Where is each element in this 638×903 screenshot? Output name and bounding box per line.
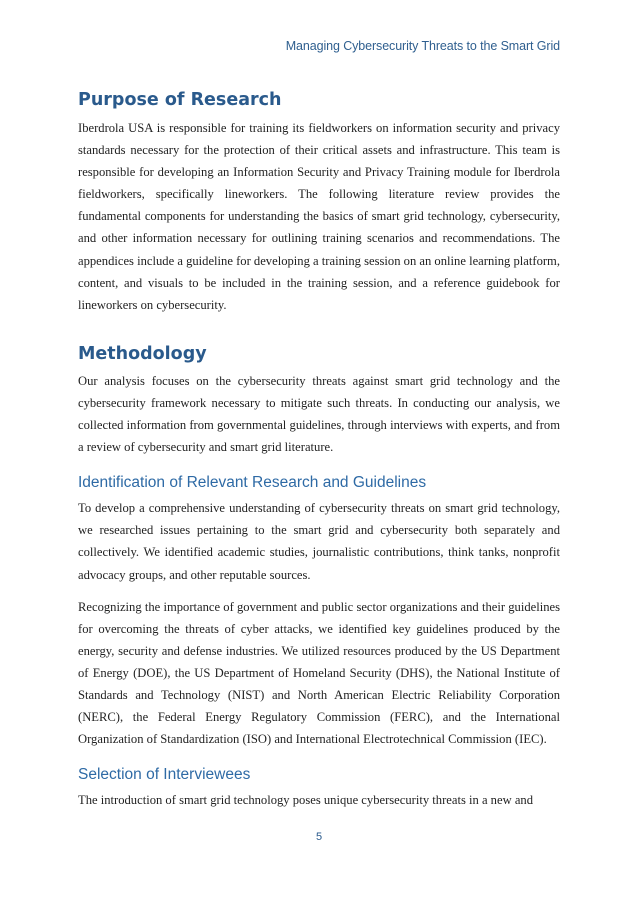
subsection-title-identification: Identification of Relevant Research and Guidelines — [78, 474, 427, 492]
subsection-title-interviewees: Selection of Interviewees — [78, 766, 251, 784]
paragraph-methodology: Our analysis focuses on the cybersecurity threats against smart grid technology and the cybersecurity framework necessary to mitigate such threats. In conducting our analysis, we collected information from governmental guidelines, through interviews with experts, and from a review of cybersecurity and smart grid literature. — [78, 373, 560, 455]
paragraph-identification-1: To develop a comprehensive understanding of cybersecurity threats on smart grid technology, we researched issues pertaining to the smart grid and cybersecurity both separately and collectively. We identified academic studies, journalistic contributions, think tanks, nonprofit advocacy groups, and other reputable sources. — [78, 501, 560, 582]
page-number: 5 — [315, 831, 323, 843]
paragraph-interviewees: The introduction of smart grid technology poses unique cybersecurity threats in a new and — [78, 793, 533, 808]
section-title-purpose: Purpose of Research — [78, 90, 282, 110]
running-header: Managing Cybersecurity Threats to the Smart Grid — [285, 39, 560, 53]
paragraph-purpose: Iberdrola USA is responsible for training its fieldworkers on information security and privacy standards necessary for the protection of their critical assets and infrastructure. This team is responsible for developing an Information Security and Privacy Training module for Iberdrola fieldworkers, specifically lineworkers. The following literature review provides the fundamental components for understanding the basics of smart grid technology, cybersecurity, and other information necessary for outlining training scenarios and recommendations. The appendices include a guideline for developing a training session on an online learning platform, content, and visuals to be included in the training session, and a reference guidebook for lineworkers on cybersecurity. — [78, 121, 560, 312]
section-title-methodology: Methodology — [78, 343, 207, 364]
paragraph-identification-2: Recognizing the importance of government and public sector organizations and their guidelines for overcoming the threats of cyber attacks, we identified key guidelines produced by the energy, security and defense industries. We utilized resources produced by the US Department of Energy (DOE), the US Department of Homeland Security (DHS), the National Institute of Standards and Technology (NIST) and North American Electric Reliability Corporation (NERC), the Federal Energy Regulatory Commission (FERC), and the International Organization of Standardization (ISO) and International Electrotechnical Commission (IEC). — [78, 599, 560, 747]
page-content — [78, 86, 560, 811]
